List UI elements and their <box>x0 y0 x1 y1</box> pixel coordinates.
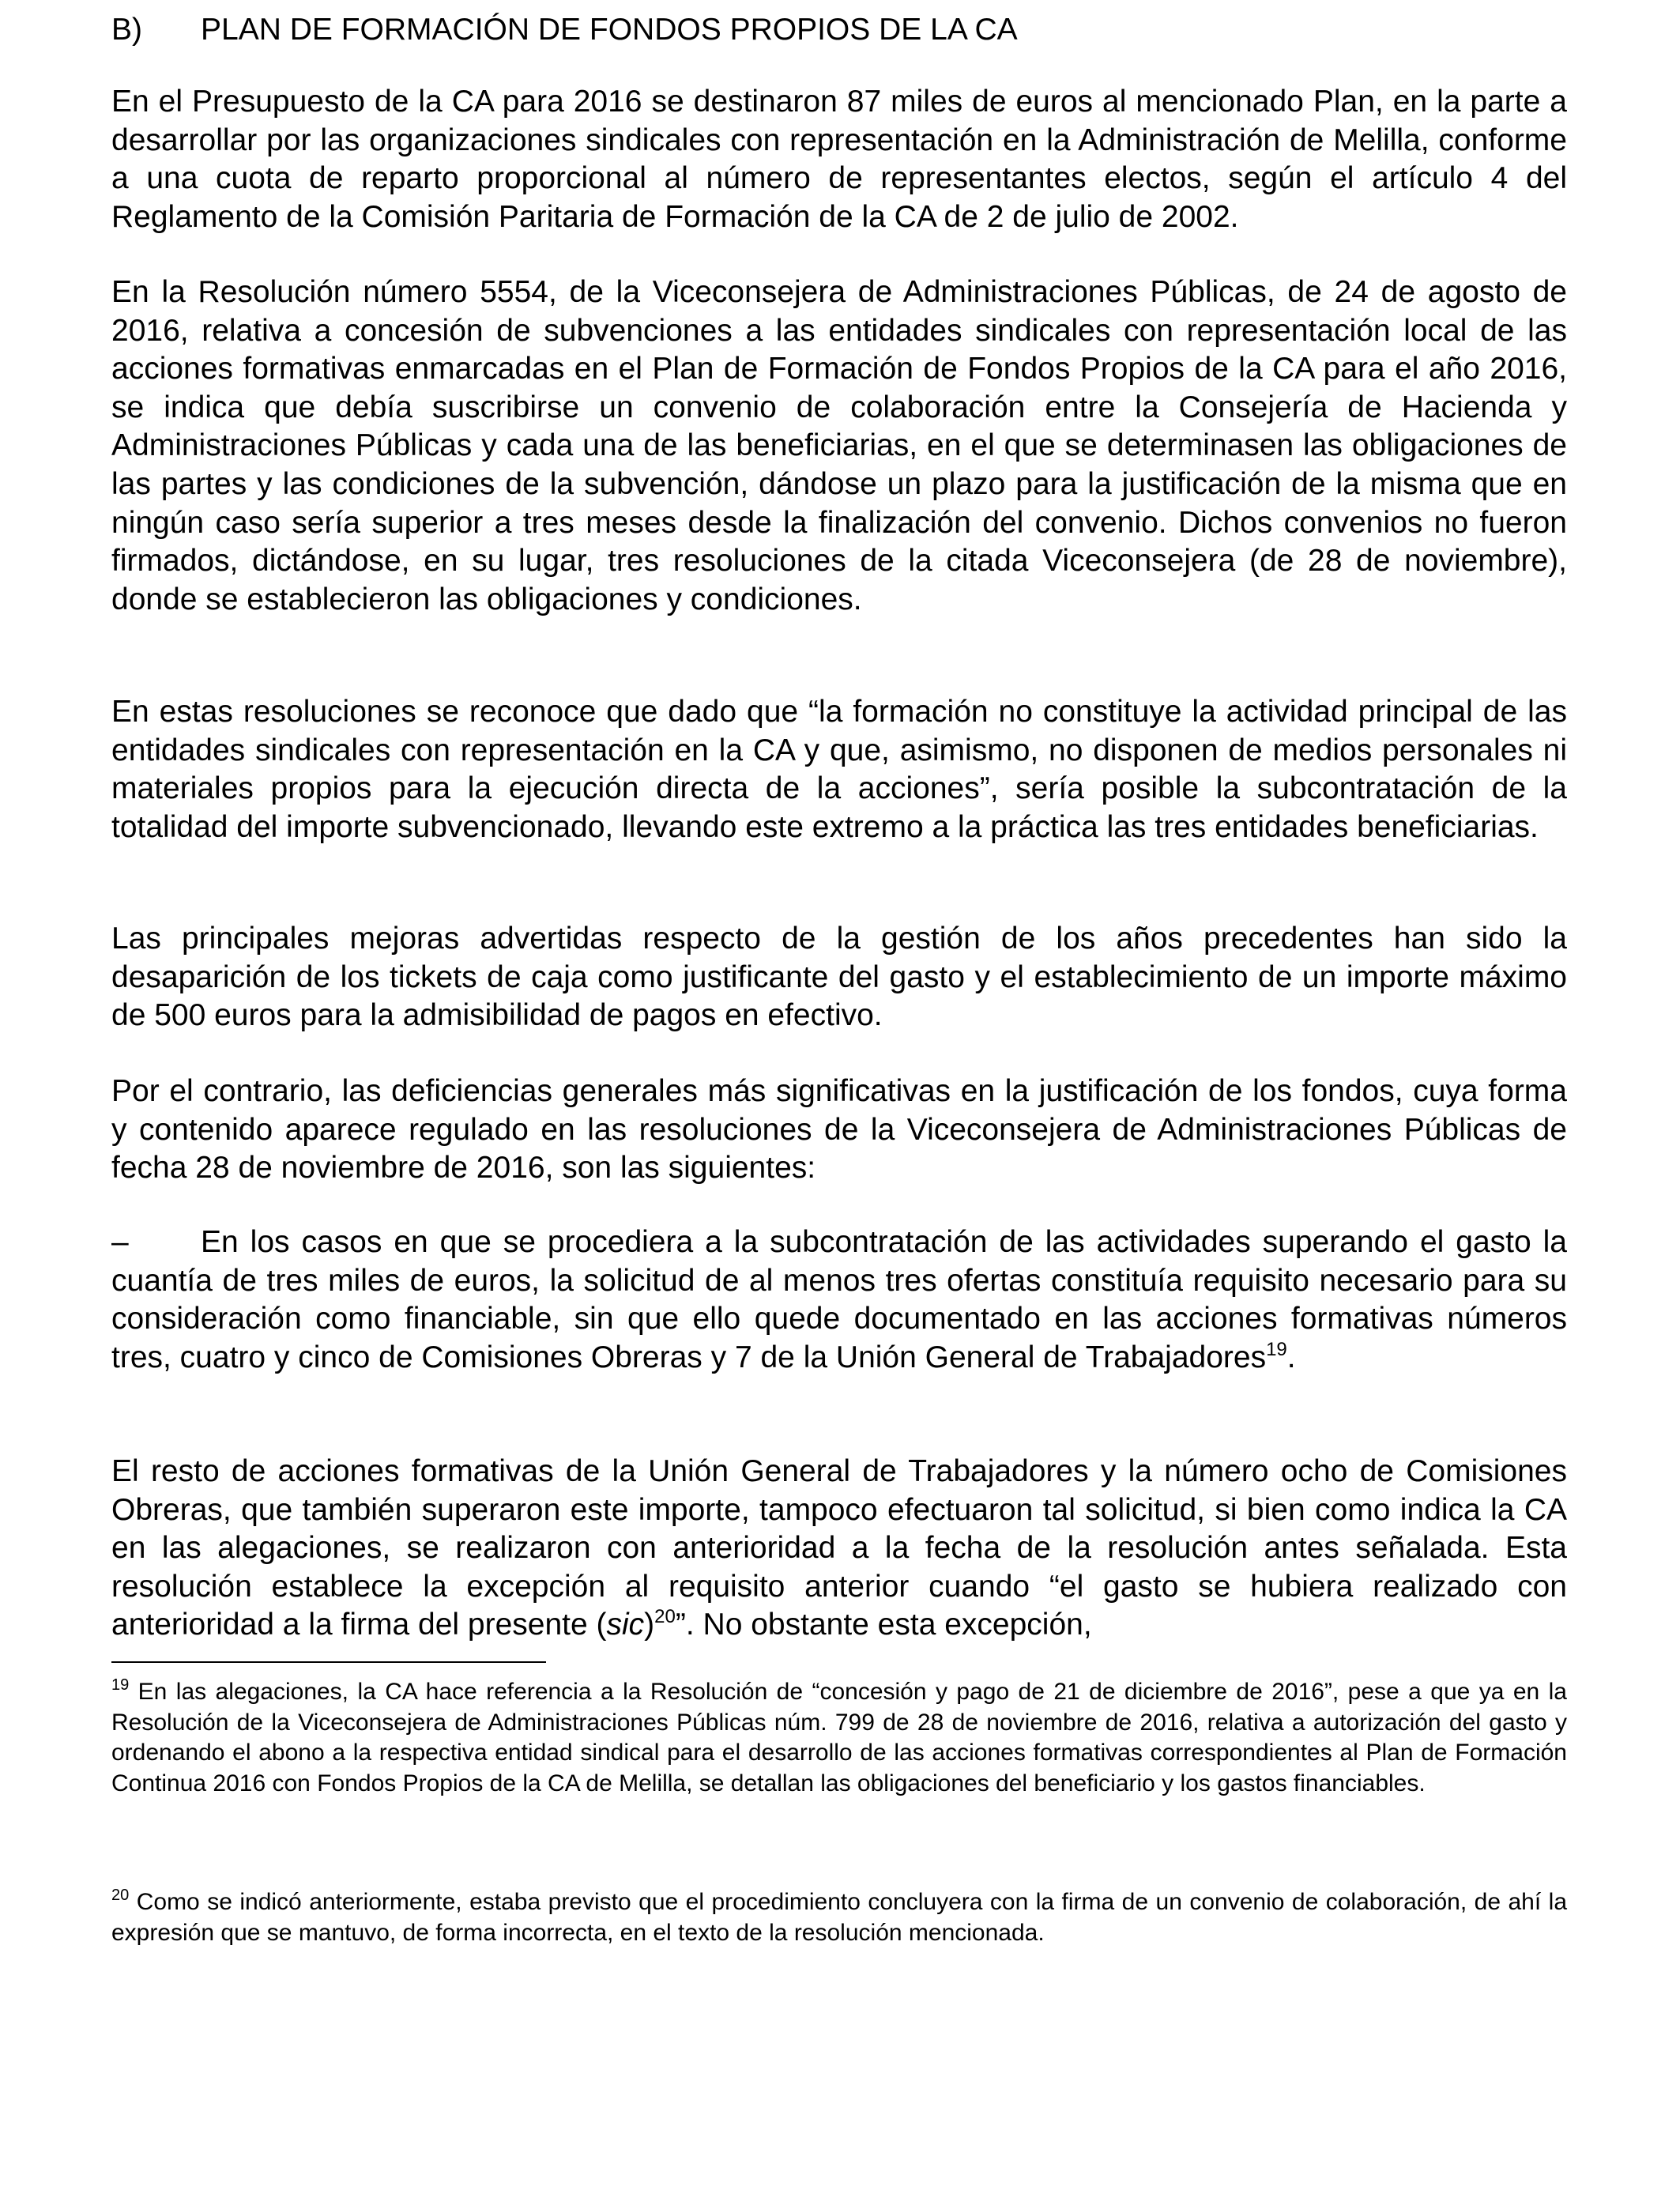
sic-text: sic <box>606 1608 645 1642</box>
section-title: PLAN DE FORMACIÓN DE FONDOS PROPIOS DE LA CA <box>201 13 1018 47</box>
section-letter: B) <box>111 13 142 47</box>
paragraph-budget: En el Presupuesto de la CA para 2016 se destinaron 87 miles de euros al mencionado Plan, en la parte a desarrollar por las organizaciones sindicales con representación en la Administración de Melilla, conforme a una cuota de reparto proporcional al número de representantes electos, según el artículo 4 del Reglamento de la Comisión Paritaria de Formación de la CA de 2 de julio de 2002. <box>111 85 1567 234</box>
sic-close: ) <box>644 1608 655 1642</box>
paragraph-remaining-end: ”. No obstante esta excepción, <box>675 1608 1092 1642</box>
footnote-19-text: En las alegaciones, la CA hace referencia a la Resolución de “concesión y pago de 21 de diciembre de 2016”, pese a que ya en la Resolución de la Viceconsejera de Administraciones Públicas núm. 799 de 28 de noviembre de 2016, relativa a autorización del gasto y ordenando el abono a la respectiva entidad sindical para el desarrollo de las acciones formativas correspondientes al Plan de Formación Continua 2016 con Fondos Propios de la CA de Melilla, se detallan las obligaciones del beneficiario y los gastos financiables. <box>111 1679 1567 1796</box>
footnote-number-20: 20 <box>111 1887 130 1904</box>
list-item-end: . <box>1286 1340 1296 1374</box>
footnote-20-text: Como se indicó anteriormente, estaba previsto que el procedimiento concluyera con la firma de un convenio de colaboración, de ahí la expresión que se mantuvo, de forma incorrecta, en el texto de la resolución mencionada. <box>111 1889 1567 1946</box>
paragraph-improvements: Las principales mejoras advertidas respecto de la gestión de los años precedentes han sido la desaparición de los tickets de caja como justificante del gasto y el establecimiento de un importe máximo de 500 euros para la admisibilidad de pagos en efectivo. <box>111 922 1567 1033</box>
paragraph-deficiencies: Por el contrario, las deficiencias generales más significativas en la justificación de los fondos, cuya forma y contenido aparece regulado en las resoluciones de la Viceconsejera de Administraciones Públicas de fecha 28 de noviembre de 2016, son las siguientes: <box>111 1074 1567 1186</box>
paragraph-remaining-actions <box>111 1453 1567 1645</box>
footnote-20 <box>111 1887 1567 1948</box>
footnote-19 <box>111 1677 1567 1799</box>
footnote-separator <box>111 1661 546 1663</box>
paragraph-subcontracting: En estas resoluciones se reconoce que dado que “la formación no constituye la actividad principal de las entidades sindicales con representación en la CA y que, asimismo, no disponen de medios personales ni materiales propios para la ejecución directa de la acciones”, sería posible la subcontratación de la totalidad del importe subvencionado, llevando este extremo a la práctica las tres entidades beneficiarias. <box>111 695 1567 844</box>
dash-bullet: – <box>111 1225 129 1259</box>
list-item-deficiency <box>111 1223 1567 1377</box>
list-item-text: En los casos en que se procediera a la subcontratación de las actividades superando el gasto la cuantía de tres miles de euros, la solicitud de al menos tres ofertas constituía requisito necesario para su consideración como financiable, sin que ello quede documentado en las acciones formativas números tres, cuatro y cinco de Comisiones Obreras y 7 de la Unión General de Trabajadores <box>111 1225 1567 1374</box>
footnote-number-19: 19 <box>111 1676 130 1694</box>
footnote-ref-19[interactable]: 19 <box>1266 1338 1287 1360</box>
section-heading <box>111 11 1018 49</box>
paragraph-resolution: En la Resolución número 5554, de la Viceconsejera de Administraciones Públicas, de 24 de agosto de 2016, relativa a concesión de subvenciones a las entidades sindicales con representación local de las acciones formativas enmarcadas en el Plan de Formación de Fondos Propios de la CA para el año 2016, se indica que debía suscribirse un convenio de colaboración entre la Consejería de Hacienda y Administraciones Públicas y cada una de las beneficiarias, en el que se determinasen las obligaciones de las partes y las condiciones de la subvención, dándose un plazo para la justificación de la misma que en ningún caso sería superior a tres meses desde la finalización del convenio. Dichos convenios no fueron firmados, dictándose, en su lugar, tres resoluciones de la citada Viceconsejera (de 28 de noviembre), donde se establecieron las obligaciones y condiciones. <box>111 275 1567 616</box>
paragraph-remaining-text: El resto de acciones formativas de la Unión General de Trabajadores y la número ocho de Comisiones Obreras, que también superaron este importe, tampoco efectuaron tal solicitud, si bien como indica la CA en las alegaciones, se realizaron con anterioridad a la fecha de la resolución antes señalada. Esta resolución establece la excepción al requisito anterior cuando “el gasto se hubiera realizado con anterioridad a la firma del presente ( <box>111 1454 1567 1642</box>
footnote-ref-20[interactable]: 20 <box>654 1606 676 1628</box>
